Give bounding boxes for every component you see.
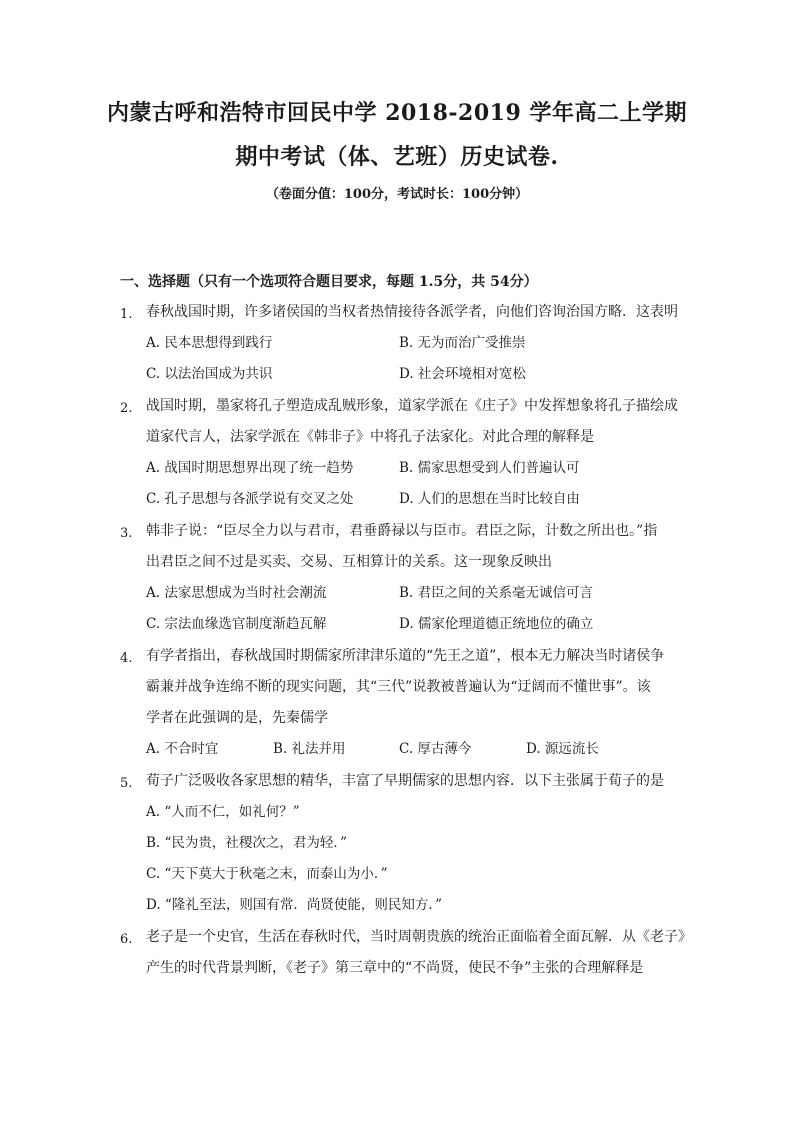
question-number: 3.: [120, 526, 133, 541]
exam-title-line2: 期中考试（体、艺班）历史试卷.: [235, 144, 559, 170]
question-stem-line: 学者在此强调的是，先秦儒学: [146, 710, 328, 726]
question-stem-line: 道家代言人，法家学派在《韩非子》中将孔子法家化。对此合理的解释是: [146, 429, 594, 445]
option-b: B. 礼法并用: [273, 741, 346, 757]
option-d: D. 社会环境相对宽松: [399, 366, 526, 382]
option-c: C. 厚古薄今: [399, 741, 472, 757]
question-stem-line: 出君臣之间不过是买卖、交易、互相算计的关系。这一现象反映出: [146, 554, 552, 570]
question-stem-line: 有学者指出，春秋战国时期儒家所津津乐道的“先王之道”，根本无力解决当时诸侯争: [146, 648, 665, 664]
option-c: C. 以法治国成为共识: [146, 366, 273, 382]
question-stem-line: 老子是一个史官，生活在春秋时代，当时周朝贵族的统治正面临着全面瓦解．从《老子》: [146, 929, 692, 945]
question-number: 1.: [120, 307, 133, 322]
option-a: A. 民本思想得到践行: [146, 335, 273, 351]
option-a: A. “人而不仁，如礼何？”: [146, 804, 300, 820]
option-b: B. “民为贵，社稷次之，君为轻．”: [146, 835, 348, 851]
question-stem-line: 战国时期，墨家将孔子塑造成乱贼形象，道家学派在《庄子》中发挥想象将孔子描绘成: [146, 398, 678, 414]
option-d: D. 源远流长: [526, 741, 599, 757]
option-c: C. 宗法血缘选官制度渐趋瓦解: [146, 616, 327, 632]
question-number: 6.: [120, 932, 133, 947]
section-heading: 一、选择题（只有一个选项符合题目要求，每题 1.5分，共 54分）: [120, 274, 538, 290]
question-stem: 荀子广泛吸收各家思想的精华，丰富了早期儒家的思想内容．以下主张属于荀子的是: [146, 773, 664, 789]
option-b: B. 君臣之间的关系毫无诚信可言: [399, 585, 594, 601]
question-stem-line: 韩非子说：“臣尽全力以与君市，君垂爵禄以与臣市。君臣之际，计数之所出也。”指: [146, 523, 658, 539]
option-b: B. 儒家思想受到人们普遍认可: [399, 460, 580, 476]
question-number: 2.: [120, 401, 133, 416]
option-a: A. 法家思想成为当时社会潮流: [146, 585, 327, 601]
option-c: C. “天下莫大于秋毫之末，而泰山为小．”: [146, 866, 388, 882]
exam-title-line1: 内蒙古呼和浩特市回民中学 2018-2019 学年高二上学期: [107, 100, 687, 126]
option-d: D. “隆礼至法，则国有常．尚贤使能，则民知方．”: [146, 897, 442, 913]
question-stem-line: 霸兼并战争连绵不断的现实问题，其“三代”说教被普遍认为“迂阔而不懂世事”。该: [146, 679, 651, 695]
option-b: B. 无为而治广受推崇: [399, 335, 526, 351]
question-stem-line: 产生的时代背景判断，《老子》第三章中的“不尚贤，使民不争”主张的合理解释是: [146, 960, 644, 976]
option-a: A. 战国时期思想界出现了统一趋势: [146, 460, 354, 476]
option-a: A. 不合时宜: [146, 741, 219, 757]
question-stem: 春秋战国时期，许多诸侯国的当权者热情接待各派学者，向他们咨询治国方略．这表明: [146, 304, 678, 320]
option-d: D. 人们的思想在当时比较自由: [399, 491, 580, 507]
option-c: C. 孔子思想与各派学说有交叉之处: [146, 491, 354, 507]
question-number: 4.: [120, 651, 133, 666]
question-number: 5.: [120, 776, 133, 791]
option-d: D. 儒家伦理道德正统地位的确立: [399, 616, 594, 632]
exam-subtitle: （卷面分值：100分，考试时长：100分钟）: [265, 187, 529, 202]
